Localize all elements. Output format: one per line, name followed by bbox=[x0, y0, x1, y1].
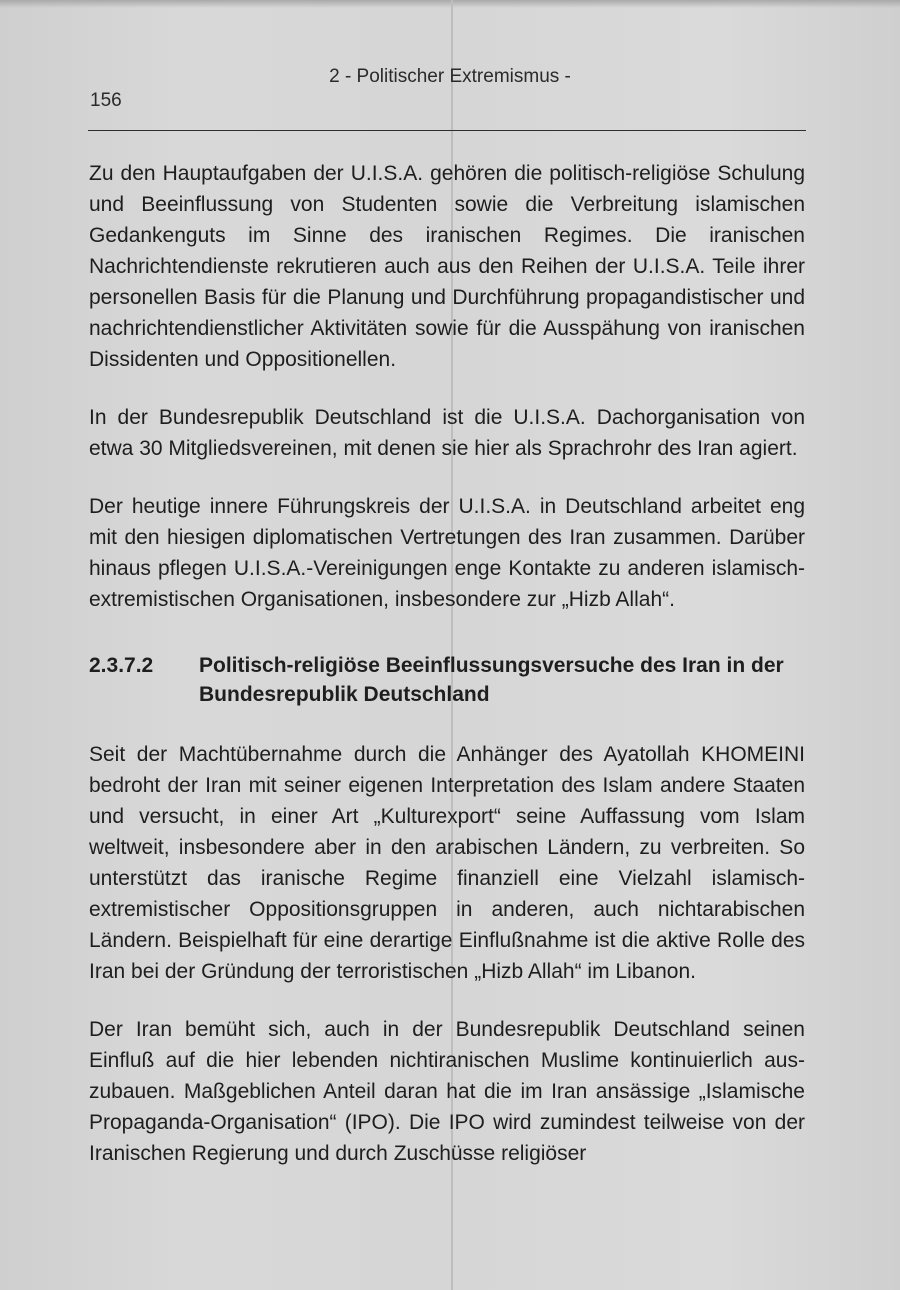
paragraph-uisa-leadership: Der heutige innere Führungskreis der U.I.S.A. in Deutschland arbeitet eng mit den hiesigen diplomatischen Vertretungen des Iran zusammen. Darüber hinaus pflegen U.I.S.A.-Vereinigungen enge Kontakte zu anderen islamisch-extremistischen Organisationen, insbesondere zur „Hizb Allah“. bbox=[89, 495, 805, 611]
paragraph-iran-germany: Der Iran bemüht sich, auch in der Bundesrepublik Deutschland seinen Einfluß auf die hier lebenden nichtiranischen Muslime kontinuierlich auszubauen. Maßgeblichen Anteil daran hat die im Iran ansässige „Islamische Propaganda-Organisation“ (IPO). Die IPO wird zumindest teilweise von der Iranischen Regierung und durch Zuschüsse religiöser bbox=[89, 1018, 805, 1165]
section-title: Politisch-religiöse Beeinflussungsversuche des Iran in der Bundesrepublik Deutschland bbox=[199, 654, 784, 706]
document-body bbox=[89, 158, 805, 1196]
header-rule bbox=[88, 130, 806, 131]
paragraph-uisa-germany: In der Bundesrepublik Deutschland ist die U.I.S.A. Dachorganisation von etwa 30 Mitgliedsvereinen, mit denen sie hier als Sprachrohr des Iran agiert. bbox=[89, 406, 805, 460]
section-number: 2.3.7.2 bbox=[89, 654, 154, 677]
paragraph-uisa-tasks: Zu den Hauptaufgaben der U.I.S.A. gehören die politisch-religiöse Schulung und Beeinflussung von Studenten sowie die Verbreitung islamischen Gedankenguts im Sinne des iranischen Regimes. Die iranischen Nachrichtendienste rekrutieren auch aus den Reihen der U.I.S.A. Teile ihrer personellen Basis für die Planung und Durchführung propagandistischer und nachrichtendienstlicher Aktivitäten sowie für die Ausspähung von iranischen Dissidenten und Oppositionellen. bbox=[89, 162, 805, 371]
section-heading bbox=[89, 651, 805, 709]
running-header: 2 - Politischer Extremismus - bbox=[329, 66, 571, 87]
page-number: 156 bbox=[90, 90, 122, 111]
paragraph-iran-influence: Seit der Machtübernahme durch die Anhänger des Ayatollah KHOMEINI bedroht der Iran mit seiner eigenen Interpretation des Islam andere Staaten und versucht, in einer Art „Kulturexport“ seine Auffassung vom Islam weltweit, insbesondere aber in den arabischen Ländern, zu verbreiten. So unterstützt das iranische Regime finanziell eine Vielzahl islamisch-extremistischer Oppositionsgruppen in anderen, auch nichtarabischen Ländern. Beispielhaft für eine derartige Einflußnahme ist die aktive Rolle des Iran bei der Gründung der terroristischen „Hizb Allah“ im Libanon. bbox=[89, 743, 805, 983]
scan-edge-shadow bbox=[0, 0, 900, 8]
